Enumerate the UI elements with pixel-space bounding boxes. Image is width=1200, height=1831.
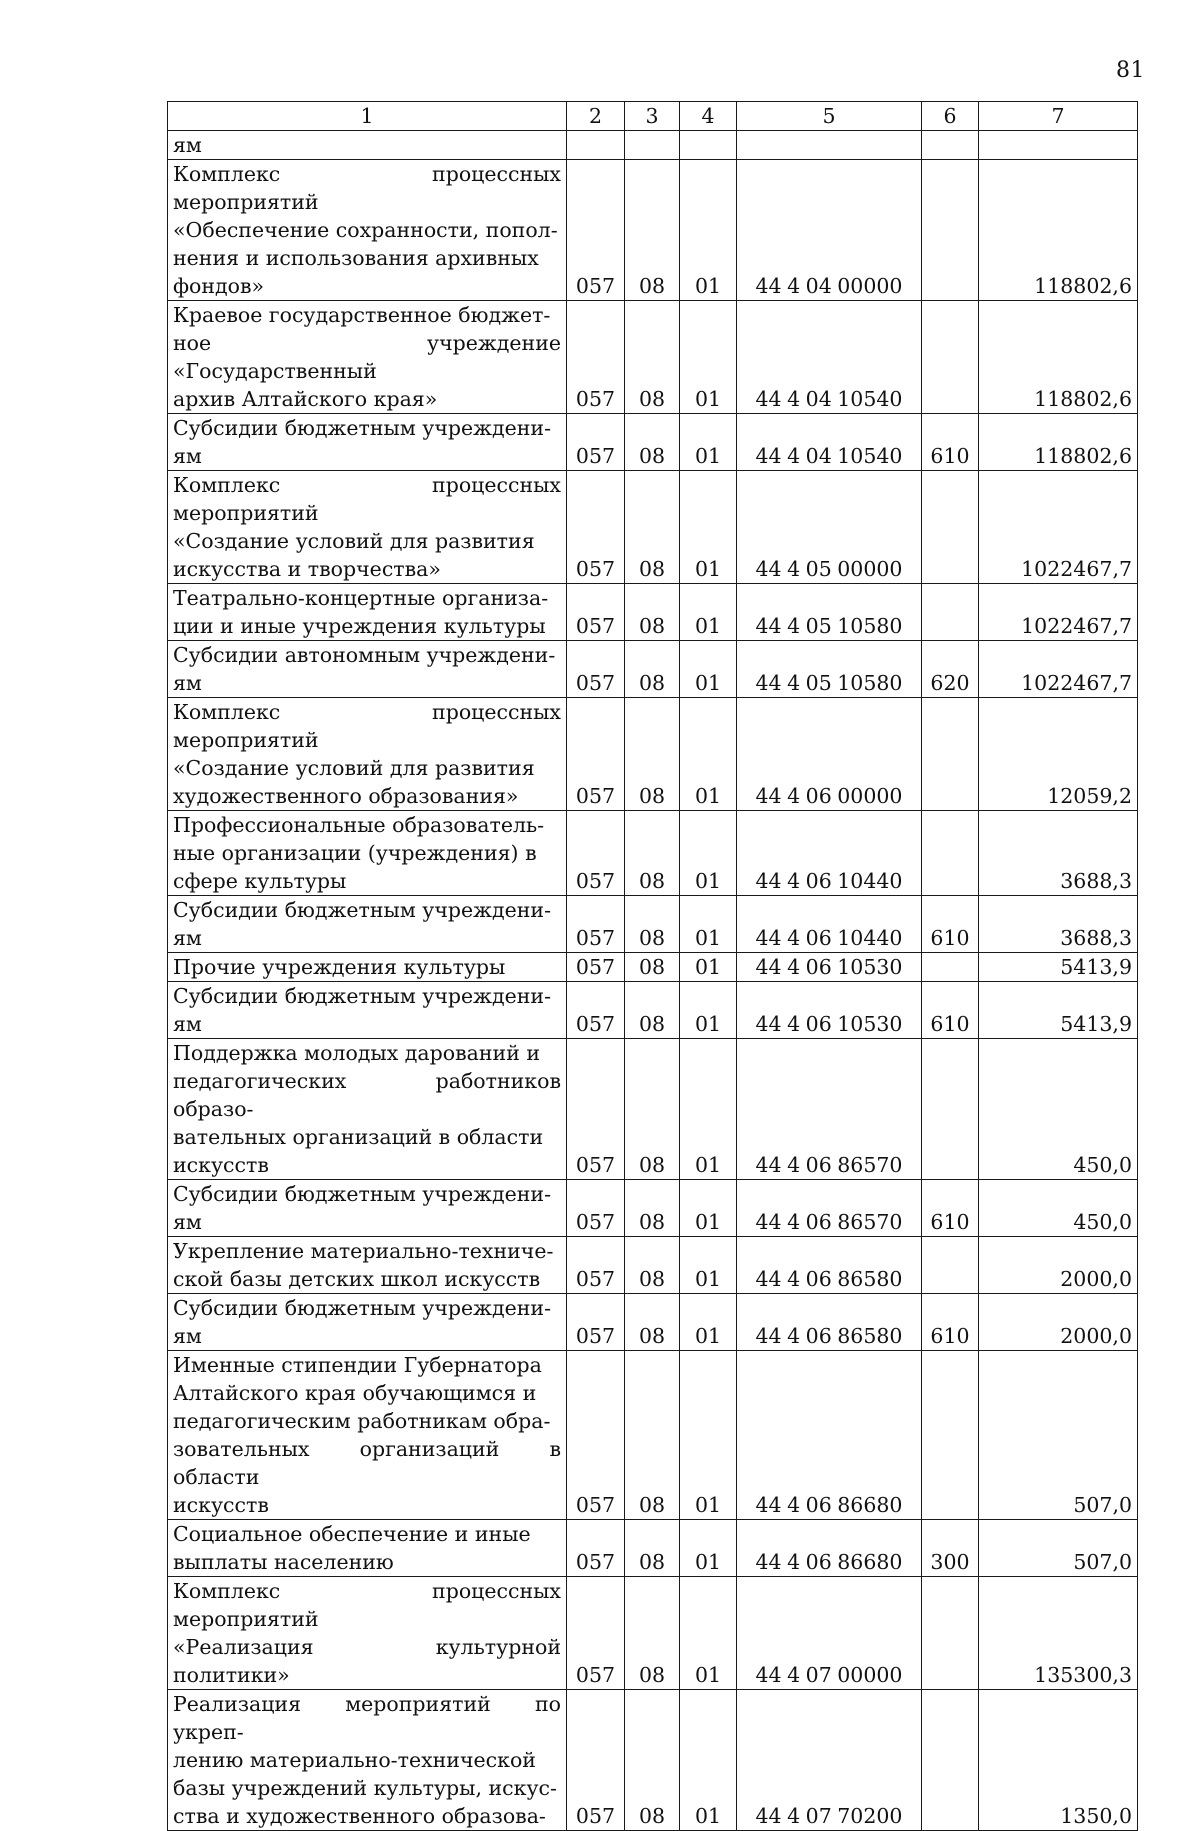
cell-vr: 610 [922,1180,979,1237]
column-header-pr: 4 [680,102,737,131]
cell-ved: 057 [567,584,625,641]
table-row [168,982,1138,1039]
table-row [168,301,1138,414]
cell-pr [680,131,737,160]
cell-rz: 08 [625,641,680,698]
cell-csr: 44 4 06 10530 [737,982,922,1039]
cell-sum: 1350,0 [979,1690,1138,1831]
cell-sum: 118802,6 [979,160,1138,301]
table-row [168,698,1138,811]
cell-ved: 057 [567,896,625,953]
cell-ved: 057 [567,414,625,471]
cell-vr [922,1039,979,1180]
cell-ved: 057 [567,301,625,414]
header-row [168,102,1138,131]
cell-pr: 01 [680,698,737,811]
cell-name: Именные стипендии Губернатора Алтайского края обучающимся и педагогическим работникам обра- зовательных организаций в области искусств [168,1351,567,1520]
cell-rz: 08 [625,584,680,641]
table-row [168,471,1138,584]
table-row [168,584,1138,641]
cell-name: Социальное обеспечение и иные выплаты населению [168,1520,567,1577]
cell-sum: 5413,9 [979,953,1138,982]
cell-rz: 08 [625,698,680,811]
cell-pr: 01 [680,1180,737,1237]
cell-rz: 08 [625,1294,680,1351]
cell-name: Поддержка молодых дарований и педагогических работников образо- вательных организаций в области искусств [168,1039,567,1180]
cell-csr: 44 4 04 10540 [737,301,922,414]
cell-vr [922,811,979,896]
cell-name: Комплекс процессных мероприятий «Реализация культурной политики» [168,1577,567,1690]
cell-sum: 3688,3 [979,896,1138,953]
cell-name: Комплекс процессных мероприятий «Обеспечение сохранности, попол- нения и использования архивных фондов» [168,160,567,301]
column-header-rz: 3 [625,102,680,131]
cell-ved: 057 [567,471,625,584]
cell-rz: 08 [625,301,680,414]
cell-name: Театрально-концертные организа- ции и иные учреждения культуры [168,584,567,641]
cell-csr: 44 4 06 86680 [737,1351,922,1520]
cell-csr: 44 4 06 10440 [737,811,922,896]
cell-vr [922,1237,979,1294]
cell-pr: 01 [680,584,737,641]
cell-csr: 44 4 04 00000 [737,160,922,301]
cell-sum: 3688,3 [979,811,1138,896]
cell-vr [922,1690,979,1831]
cell-rz: 08 [625,982,680,1039]
cell-sum: 12059,2 [979,698,1138,811]
cell-ved: 057 [567,1180,625,1237]
cell-vr [922,471,979,584]
cell-vr [922,584,979,641]
column-header-name: 1 [168,102,567,131]
cell-name: Комплекс процессных мероприятий «Создание условий для развития искусства и творчества» [168,471,567,584]
cell-rz: 08 [625,1520,680,1577]
cell-ved: 057 [567,953,625,982]
table-row [168,1690,1138,1831]
cell-pr: 01 [680,982,737,1039]
table-row [168,1237,1138,1294]
cell-pr: 01 [680,811,737,896]
cell-rz: 08 [625,1180,680,1237]
cell-name: Субсидии бюджетным учреждени- ям [168,1294,567,1351]
table-row [168,953,1138,982]
cell-pr: 01 [680,953,737,982]
cell-vr: 610 [922,896,979,953]
cell-pr: 01 [680,1690,737,1831]
cell-sum: 118802,6 [979,414,1138,471]
cell-csr: 44 4 06 86580 [737,1294,922,1351]
cell-vr: 610 [922,982,979,1039]
cell-sum: 2000,0 [979,1294,1138,1351]
cell-rz: 08 [625,811,680,896]
cell-vr [922,131,979,160]
cell-vr [922,1577,979,1690]
cell-vr: 300 [922,1520,979,1577]
table-row [168,641,1138,698]
cell-pr: 01 [680,1351,737,1520]
cell-name: Субсидии бюджетным учреждени- ям [168,982,567,1039]
cell-sum: 2000,0 [979,1237,1138,1294]
cell-rz: 08 [625,1351,680,1520]
cell-rz: 08 [625,1039,680,1180]
cell-sum: 450,0 [979,1039,1138,1180]
cell-ved: 057 [567,982,625,1039]
cell-pr: 01 [680,1294,737,1351]
cell-csr: 44 4 06 86680 [737,1520,922,1577]
cell-sum: 1022467,7 [979,641,1138,698]
cell-vr: 610 [922,414,979,471]
table-body [168,131,1138,1831]
column-header-vr: 6 [922,102,979,131]
cell-sum: 118802,6 [979,301,1138,414]
cell-vr [922,953,979,982]
cell-ved: 057 [567,1520,625,1577]
cell-pr: 01 [680,641,737,698]
cell-rz [625,131,680,160]
cell-name: Субсидии бюджетным учреждени- ям [168,1180,567,1237]
cell-ved: 057 [567,1690,625,1831]
cell-csr: 44 4 05 10580 [737,584,922,641]
cell-sum: 5413,9 [979,982,1138,1039]
cell-csr: 44 4 05 10580 [737,641,922,698]
cell-rz: 08 [625,1690,680,1831]
cell-csr: 44 4 06 10440 [737,896,922,953]
cell-pr: 01 [680,896,737,953]
cell-vr: 610 [922,1294,979,1351]
cell-vr [922,698,979,811]
page-number: 81 [1116,58,1145,83]
cell-name: Прочие учреждения культуры [168,953,567,982]
cell-pr: 01 [680,471,737,584]
cell-sum: 507,0 [979,1520,1138,1577]
cell-rz: 08 [625,471,680,584]
cell-ved: 057 [567,1039,625,1180]
cell-sum: 1022467,7 [979,584,1138,641]
cell-rz: 08 [625,896,680,953]
cell-ved: 057 [567,698,625,811]
cell-ved: 057 [567,641,625,698]
cell-pr: 01 [680,1520,737,1577]
cell-csr: 44 4 06 86580 [737,1237,922,1294]
cell-rz: 08 [625,1577,680,1690]
cell-sum: 507,0 [979,1351,1138,1520]
cell-name: Укрепление материально-техниче- ской базы детских школ искусств [168,1237,567,1294]
cell-sum: 135300,3 [979,1577,1138,1690]
cell-csr: 44 4 06 86570 [737,1039,922,1180]
cell-name: Комплекс процессных мероприятий «Создание условий для развития художественного образования» [168,698,567,811]
cell-pr: 01 [680,301,737,414]
cell-ved: 057 [567,1237,625,1294]
cell-rz: 08 [625,414,680,471]
cell-csr: 44 4 07 00000 [737,1577,922,1690]
cell-sum [979,131,1138,160]
budget-table [167,101,1138,1831]
cell-csr: 44 4 07 70200 [737,1690,922,1831]
cell-vr [922,301,979,414]
cell-rz: 08 [625,1237,680,1294]
table-row [168,1039,1138,1180]
cell-ved: 057 [567,1351,625,1520]
column-header-sum: 7 [979,102,1138,131]
cell-pr: 01 [680,414,737,471]
cell-csr: 44 4 06 10530 [737,953,922,982]
cell-ved [567,131,625,160]
column-header-csr: 5 [737,102,922,131]
table-row [168,896,1138,953]
table-row [168,811,1138,896]
table-row [168,1294,1138,1351]
table-row [168,160,1138,301]
cell-ved: 057 [567,160,625,301]
cell-csr [737,131,922,160]
cell-vr [922,1351,979,1520]
table-row [168,1351,1138,1520]
table-row [168,1577,1138,1690]
cell-ved: 057 [567,811,625,896]
table-row [168,131,1138,160]
cell-csr: 44 4 04 10540 [737,414,922,471]
cell-csr: 44 4 05 00000 [737,471,922,584]
cell-name: ям [168,131,567,160]
cell-name: Субсидии бюджетным учреждени- ям [168,896,567,953]
cell-vr: 620 [922,641,979,698]
cell-name: Профессиональные образователь- ные организации (учреждения) в сфере культуры [168,811,567,896]
table-header [168,102,1138,131]
cell-sum: 450,0 [979,1180,1138,1237]
table-row [168,414,1138,471]
table-row [168,1520,1138,1577]
cell-csr: 44 4 06 86570 [737,1180,922,1237]
cell-vr [922,160,979,301]
table-row [168,1180,1138,1237]
cell-pr: 01 [680,1039,737,1180]
cell-rz: 08 [625,953,680,982]
cell-sum: 1022467,7 [979,471,1138,584]
cell-pr: 01 [680,1577,737,1690]
cell-ved: 057 [567,1294,625,1351]
cell-pr: 01 [680,1237,737,1294]
cell-name: Реализация мероприятий по укреп- лению материально-технической базы учреждений культуры, искус- ства и художественного образова- [168,1690,567,1831]
cell-name: Краевое государственное бюджет- ное учреждение «Государственный архив Алтайского края» [168,301,567,414]
cell-rz: 08 [625,160,680,301]
cell-ved: 057 [567,1577,625,1690]
cell-name: Субсидии автономным учреждени- ям [168,641,567,698]
cell-pr: 01 [680,160,737,301]
column-header-ved: 2 [567,102,625,131]
cell-name: Субсидии бюджетным учреждени- ям [168,414,567,471]
cell-csr: 44 4 06 00000 [737,698,922,811]
